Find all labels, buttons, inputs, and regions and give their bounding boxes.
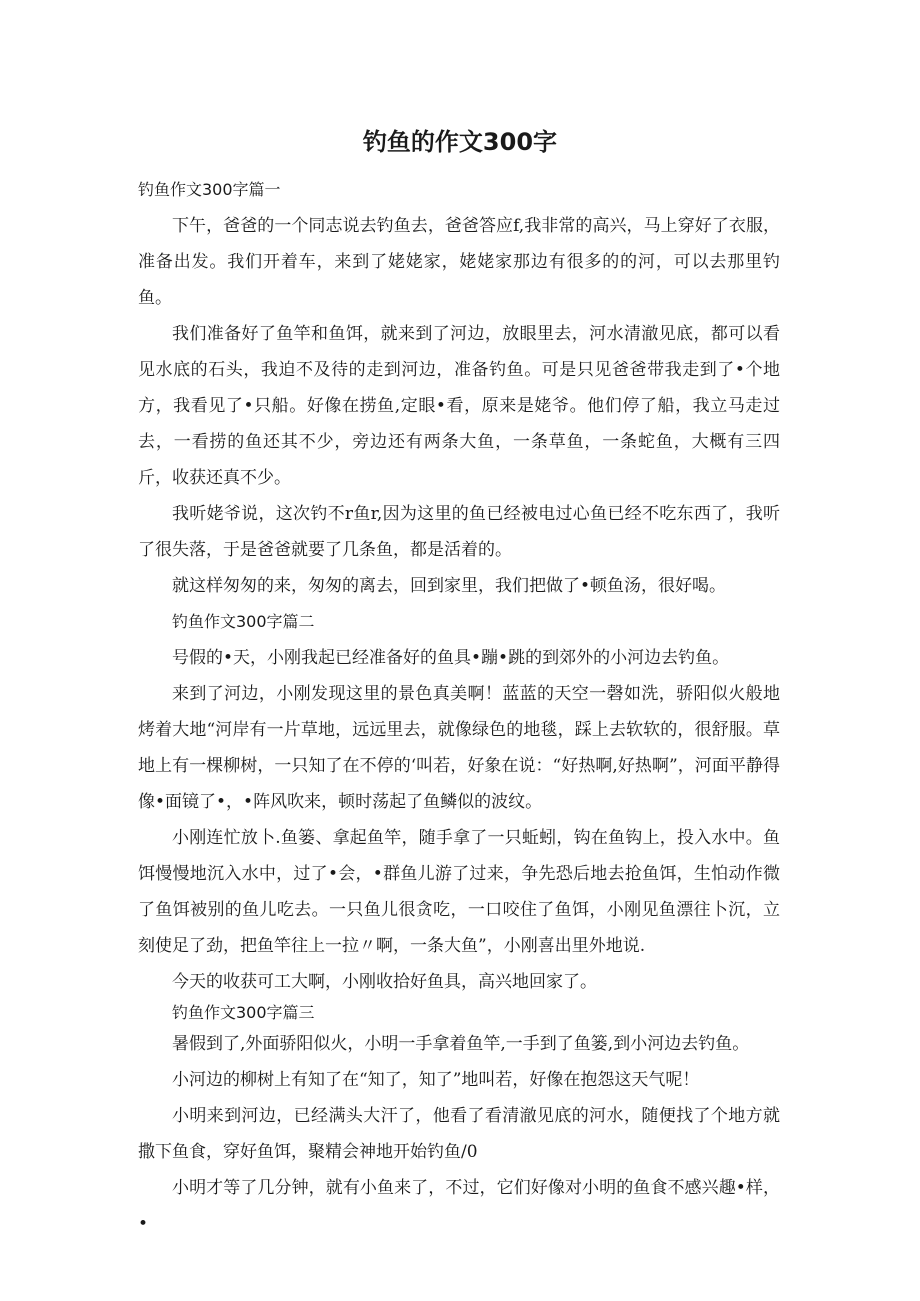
document-title: 钓鱼的作文300字: [362, 128, 558, 156]
section-heading: 钓鱼作文300字篇二: [172, 612, 315, 631]
section-heading: 钓鱼作文300字篇三: [172, 1003, 315, 1022]
paragraph: 下午，爸爸的一个同志说去钓鱼去，爸爸答应f,我非常的高兴，马上穿好了衣服，准备出发。我们开着车，来到了姥姥家，姥姥家那边有很多的的河，可以去那里钓鱼。: [138, 216, 780, 308]
section-heading: 钓鱼作文300字篇一: [138, 180, 281, 199]
paragraph: 暑假到了,外面骄阳似火，小明一手拿着鱼竿,一手到了鱼篓,到小河边去钓鱼。: [172, 1034, 750, 1054]
document-body: [138, 172, 780, 1242]
paragraph: 我们准备好了鱼竿和鱼饵，就来到了河边，放眼里去，河水清澈见底，都可以看见水底的石头，我迫不及待的走到河边，准备钓鱼。可是只见爸爸带我走到了•个地方，我看见了•只船。好像在捞鱼,定眼•看，原来是姥爷。他们停了船，我立马走过去，一看捞的鱼还其不少，旁边还有两条大鱼，一条草鱼，一条蛇鱼，大概有三四斤，收获还真不少。: [138, 324, 780, 488]
paragraph: 小明才等了几分钟，就有小鱼来了，不过，它们好像对小明的鱼食不感兴趣•样，•: [138, 1178, 780, 1234]
paragraph: 小河边的柳树上有知了在“知了，知了”地叫若，好像在抱怨这天气呢！: [172, 1070, 700, 1090]
paragraph: 我听姥爷说，这次钓不r鱼r,因为这里的鱼已经被电过心鱼已经不吃东西了，我听了很失落，于是爸爸就要了几条鱼，都是活着的。: [138, 504, 780, 560]
paragraph: 今天的收获可工大啊，小刚收拾好鱼具，高兴地回家了。: [172, 972, 597, 992]
paragraph: 来到了河边，小刚发现这里的景色真美啊！蓝蓝的天空一磬如洗，骄阳似火般地烤着大地“河岸有一片草地，远远里去，就像绿色的地毯，踩上去软软的，很舒服。草地上有一棵柳树，一只知了在不停的‘叫若，好象在说：“好热啊,好热啊”，河面平静得像•面镜了•，•阵风吹来，顿时荡起了鱼鳞似的波纹。: [138, 684, 780, 812]
paragraph: 就这样匆匆的来，匆匆的离去，回到家里，我们把做了•顿鱼汤，很好喝。: [172, 576, 727, 596]
paragraph: 小刚连忙放卜.鱼篓、拿起鱼竿，随手拿了一只蚯蚓，钩在鱼钩上，投入水中。鱼饵慢慢地沉入水中，过了•会，•群鱼儿游了过来，争先恐后地去抢鱼饵，生怕动作微了鱼饵被别的鱼儿吃去。一只鱼儿很贪吃，一口咬住了鱼饵，小刚见鱼漂往卜沉，立刻使足了劲，把鱼竿往上一拉〃啊，一条大鱼”，小刚喜出里外地说.: [138, 828, 780, 956]
paragraph: 号假的•天，小刚我起已经准备好的鱼具•蹦•跳的到郊外的小河边去钓鱼。: [172, 648, 730, 668]
paragraph: 小明来到河边，已经满头大汗了，他看了看清澈见底的河水，随便找了个地方就撒下鱼食，穿好鱼饵，聚精会神地开始钓鱼/0: [138, 1106, 780, 1162]
